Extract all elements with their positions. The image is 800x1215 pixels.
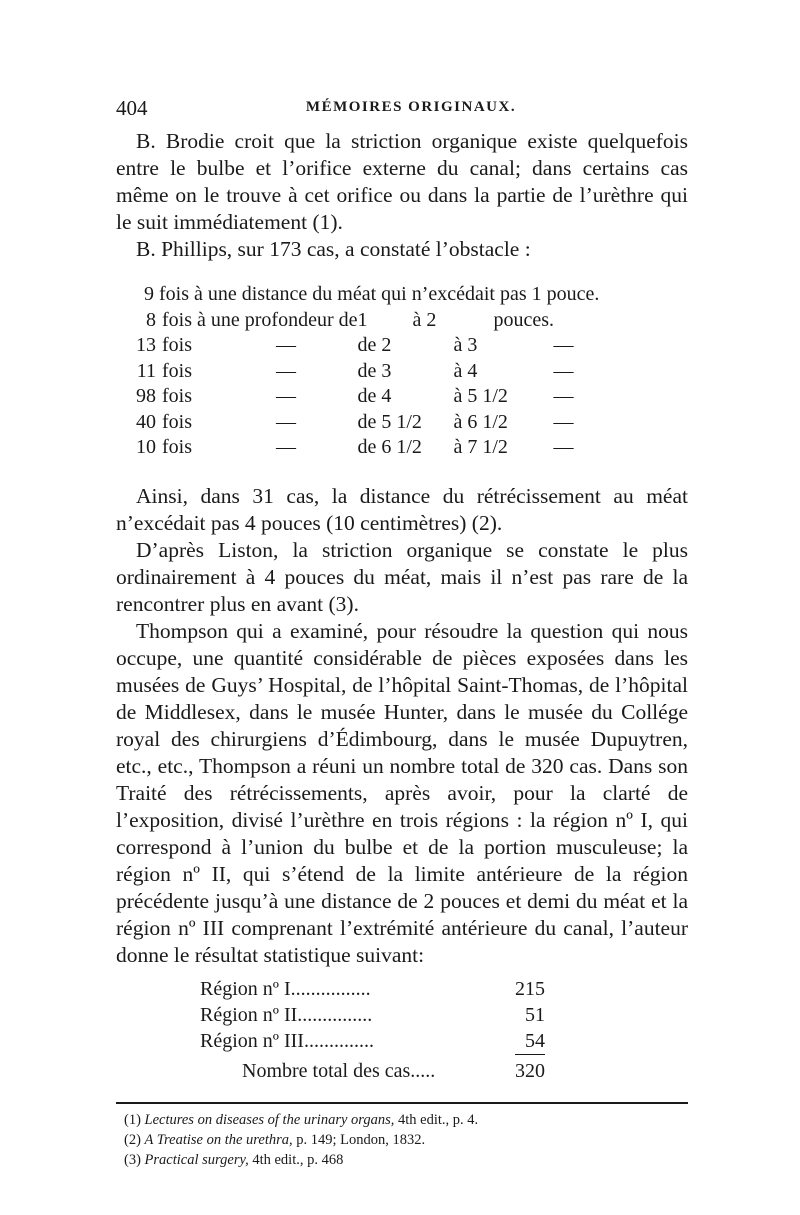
table-cell-from: de 4 <box>357 385 392 407</box>
table-cell-count: 40 <box>136 410 156 433</box>
table-cell-dash: — <box>276 436 297 458</box>
table-cell-count: 13 <box>136 334 156 356</box>
running-head: MÉMOIRES ORIGINAUX. <box>305 99 517 115</box>
table-cell-to: à 5 1/2 <box>453 385 508 407</box>
paragraph: B. Phillips, sur 173 cas, a constaté l’obstacle : <box>136 237 531 261</box>
table-row <box>116 359 688 385</box>
table-cell-word: fois <box>162 334 192 356</box>
table-cell-word: fois <box>162 410 192 433</box>
footnote <box>124 1150 684 1170</box>
paragraph: Thompson qui a examiné, pour résoudre la question qui nous occupe, une quantité considérable de pièces exposées dans les musées de Guys’ Hospital, de l’hôpital Saint-Thomas, de l’hôpital de Middlesex, dans le musée Hunter, dans le musée du Collége royal des chirurgiens d’Édimbourg, dans le musée Dupuytren, etc., etc., Thompson a réuni un nombre total de 320 cas. Dans son Traité des rétrécissements, après avoir, pour la clarté de l’exposition, divisé l’urèthre en trois régions : la région nº I, qui correspond à l’union du bulbe et de la portion musculeuse; la région nº II, qui s’étend de la limite antérieure de la région précédente jusqu’à une distance de 2 pouces et demi du méat et la région nº III comprenant l’extrémité antérieure du canal, l’auteur donne le résultat statistique suivant: <box>116 619 688 967</box>
table-cell-dash: — <box>553 359 574 382</box>
table-row <box>116 282 688 308</box>
footnote-divider <box>116 1102 688 1104</box>
table-cell: 9 fois à une distance du méat qui n’excédait pas 1 pouce. <box>144 283 600 305</box>
region-value: 54 <box>515 1028 545 1055</box>
table-cell-from: de 2 <box>357 334 392 356</box>
table-cell-from: de 3 <box>357 359 392 382</box>
footnote <box>124 1110 684 1130</box>
table-cell-from: 1 <box>357 308 368 331</box>
footnote-title: A Treatise on the urethra, <box>144 1132 293 1148</box>
table-cell-from: de 5 1/2 <box>357 410 422 433</box>
table-cell-dash: — <box>276 410 297 433</box>
paragraph: Ainsi, dans 31 cas, la distance du rétrécissement au méat n’excédait pas 4 pouces (10 centimètres) (2). <box>116 484 688 535</box>
table-cell: fois à une profondeur de <box>162 308 358 331</box>
table-cell-to: à 4 <box>453 359 478 382</box>
table-cell-from: de 6 1/2 <box>357 436 422 458</box>
footnote-title: Practical surgery, <box>144 1152 249 1168</box>
body-text-top <box>116 128 688 263</box>
paragraph: B. Brodie croit que la striction organique existe quelquefois entre le bulbe et l’orifice externe du canal; dans certains cas même on le trouve à cet orifice ou dans la partie de l’urèthre qui le suit immédiatement (1). <box>116 129 688 234</box>
footnote-text: 4th edit., p. 4. <box>394 1112 479 1128</box>
table-cell-word: fois <box>162 359 192 382</box>
table-cell-word: fois <box>162 436 192 458</box>
page-number: 404 <box>116 96 148 120</box>
table-row <box>200 976 545 1002</box>
region-value: 51 <box>525 1004 545 1026</box>
table-cell-count: 10 <box>136 436 156 458</box>
table-row <box>116 384 688 410</box>
paragraph: D’après Liston, la striction organique se constate le plus ordinairement à 4 pouces du méat, mais il n’est pas rare de la rencontrer plus en avant (3). <box>116 538 688 616</box>
footnotes <box>124 1110 684 1170</box>
footnote-mark: (1) <box>124 1112 141 1128</box>
table-cell-dash: — <box>553 410 574 433</box>
table-cell-count: 11 <box>136 359 156 382</box>
footnote-title: Lectures on diseases of the urinary organs, <box>144 1112 395 1128</box>
footnote-mark: (3) <box>124 1152 141 1168</box>
total-value: 320 <box>515 1060 545 1082</box>
table-row <box>116 308 688 334</box>
footnote-text: 4th edit., p. 468 <box>248 1152 344 1168</box>
footnote-text: p. 149; London, 1832. <box>292 1132 426 1148</box>
footnote-mark: (2) <box>124 1132 141 1148</box>
table-row <box>200 1002 545 1028</box>
table-cell-dash: — <box>553 334 574 356</box>
table-cell-dash: — <box>553 385 574 407</box>
table-cell-count: 8 <box>146 308 156 331</box>
region-statistics-table <box>200 976 545 1084</box>
table-row <box>116 435 688 461</box>
table-cell-to: à 3 <box>453 334 478 356</box>
table-row <box>116 410 688 436</box>
body-text-bottom <box>116 483 688 969</box>
total-label: Nombre total des cas..... <box>242 1059 436 1082</box>
footnote <box>124 1130 684 1150</box>
table-cell-dash: — <box>276 385 297 407</box>
page-header <box>116 96 686 126</box>
table-row <box>200 1028 545 1055</box>
table-row <box>116 333 688 359</box>
table-cell-to: à 7 1/2 <box>453 436 508 458</box>
table-cell-word: fois <box>162 385 192 407</box>
region-value: 215 <box>515 978 545 1000</box>
table-row-total <box>200 1055 545 1085</box>
table-cell-dash: — <box>276 334 297 356</box>
table-cell-dash: — <box>553 436 574 458</box>
table-cell: pouces. <box>493 308 555 331</box>
phillips-distance-table <box>116 282 688 461</box>
table-cell-dash: — <box>276 359 297 382</box>
region-label: Région nº II............... <box>200 1004 373 1026</box>
table-cell-to: à 2 <box>412 308 437 331</box>
table-cell-to: à 6 1/2 <box>453 410 508 433</box>
region-label: Région nº III.............. <box>200 1030 374 1053</box>
table-cell <box>358 308 454 334</box>
table-cell-count: 98 <box>136 385 156 407</box>
region-label: Région nº I................ <box>200 978 371 1000</box>
